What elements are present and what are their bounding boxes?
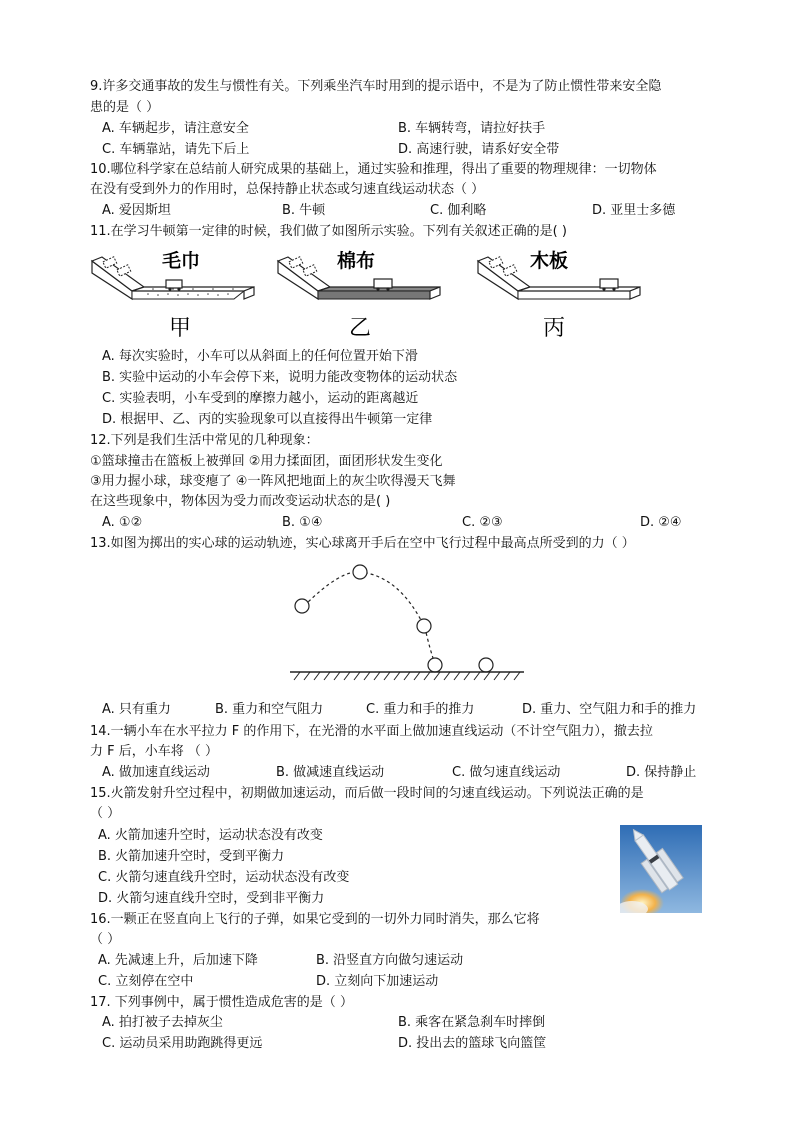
q9-option-d: D. 高速行驶，请系好安全带 — [398, 142, 560, 157]
q10-stem-line1: 10.哪位科学家在总结前人研究成果的基础上，通过实验和推理，得出了重要的物理规律：一切物体 — [90, 162, 657, 177]
q12-option-c: C. ②③ — [462, 515, 503, 530]
q13-option-c: C. 重力和手的推力 — [366, 702, 475, 717]
q12-stem-line1: 12.下列是我们生活中常见的几种现象： — [90, 433, 319, 448]
q13-stem: 13.如图为掷出的实心球的运动轨迹，实心球离开手后在空中飞行过程中最高点所受到的力（ ） — [90, 536, 635, 551]
q12-option-a: A. ①② — [102, 515, 143, 530]
q10-option-a: A. 爱因斯坦 — [102, 203, 171, 218]
q14-option-c: C. 做匀速直线运动 — [452, 765, 561, 780]
q17-option-b: B. 乘客在紧急刹车时摔倒 — [398, 1015, 546, 1030]
surface-label-towel: 毛巾 — [161, 250, 201, 272]
q15-option-d: D. 火箭匀速直线升空时，受到非平衡力 — [98, 891, 325, 906]
q17-option-d: D. 投出去的篮球飞向篮筐 — [398, 1036, 547, 1051]
q16-option-c: C. 立刻停在空中 — [98, 974, 194, 989]
ball-highest-point — [353, 565, 367, 579]
q9-option-b: B. 车辆转弯，请拉好扶手 — [398, 121, 546, 136]
q9-stem-line2: 患的是（ ） — [90, 100, 160, 115]
q10-option-d: D. 亚里士多德 — [592, 203, 676, 218]
q14-option-b: B. 做减速直线运动 — [276, 765, 385, 780]
q13-option-b: B. 重力和空气阻力 — [215, 702, 324, 717]
panel-label-yi: 乙 — [348, 316, 372, 341]
q11-option-a: A. 每次实验时，小车可以从斜面上的任何位置开始下滑 — [102, 349, 418, 364]
q15-stem-line1: 15.火箭发射升空过程中，初期做加速运动，而后做一段时间的匀速直线运动。下列说法正确的是 — [90, 786, 644, 801]
q14-option-d: D. 保持静止 — [626, 765, 697, 780]
q15-option-b: B. 火箭加速升空时，受到平衡力 — [98, 849, 285, 864]
surface-label-cotton: 棉布 — [336, 250, 376, 272]
q16-option-a: A. 先减速上升，后加速下降 — [98, 953, 258, 968]
surface-label-wood: 木板 — [529, 250, 569, 272]
q14-option-a: A. 做加速直线运动 — [102, 765, 210, 780]
q12-stem-line3: ③用力握小球，球变瘪了 ④一阵风把地面上的灰尘吹得漫天飞舞 — [90, 474, 456, 489]
q9-option-a: A. 车辆起步，请注意安全 — [102, 121, 249, 136]
rocket-launch-photo — [620, 825, 702, 913]
ground-hatching — [294, 672, 520, 680]
ball-release — [295, 599, 309, 613]
q17-stem: 17. 下列事例中，属于惯性造成危害的是（ ） — [90, 995, 353, 1010]
q11-stem: 11.在学习牛顿第一定律的时候，我们做了如图所示实验。下列有关叙述正确的是( ) — [90, 224, 567, 239]
wood-board-setup — [478, 249, 640, 341]
q10-option-b: B. 牛顿 — [282, 203, 326, 218]
cotton-setup — [278, 249, 440, 341]
q15-option-a: A. 火箭加速升空时，运动状态没有改变 — [98, 828, 323, 843]
q16-stem-line1: 16.一颗正在竖直向上飞行的子弹，如果它受到的一切外力同时消失，那么它将 — [90, 912, 540, 927]
q11-option-c: C. 实验表明，小车受到的摩擦力越小，运动的距离越近 — [102, 391, 419, 406]
q14-stem-line2: 力 F 后，小车将 （ ） — [90, 744, 219, 759]
q9-option-c: C. 车辆靠站，请先下后上 — [102, 142, 250, 157]
q17-option-a: A. 拍打被子去掉灰尘 — [102, 1015, 223, 1030]
q15-stem-line2: （ ） — [90, 806, 121, 821]
q10-option-c: C. 伽利略 — [430, 203, 487, 218]
panel-label-bing: 丙 — [542, 316, 566, 341]
towel-setup — [92, 249, 254, 341]
q10-stem-line2: 在没有受到外力的作用时，总保持静止状态或匀速直线运动状态（ ） — [90, 182, 485, 197]
q12-stem-line4: 在这些现象中，物体因为受力而改变运动状态的是( ) — [90, 494, 391, 509]
panel-label-jia: 甲 — [168, 316, 192, 341]
ball-landing — [428, 658, 442, 672]
q12-option-b: B. ①④ — [282, 515, 323, 530]
q13-option-d: D. 重力、空气阻力和手的推力 — [522, 702, 697, 717]
q11-option-b: B. 实验中运动的小车会停下来，说明力能改变物体的运动状态 — [102, 370, 458, 385]
q11-option-d: D. 根据甲、乙、丙的实验现象可以直接得出牛顿第一定律 — [102, 412, 433, 427]
q12-option-d: D. ②④ — [640, 515, 682, 530]
q16-stem-line2: （ ） — [90, 932, 121, 947]
q13-option-a: A. 只有重力 — [102, 702, 171, 717]
q13-trajectory-figure — [290, 560, 530, 690]
q11-experiment-figure — [88, 243, 648, 343]
q12-stem-line2: ①篮球撞击在篮板上被弹回 ②用力揉面团，面团形状发生变化 — [90, 454, 443, 469]
q9-stem-line1: 9.许多交通事故的发生与惯性有关。下列乘坐汽车时用到的提示语中，不是为了防止惯性带来安全隐 — [90, 79, 662, 94]
q15-option-c: C. 火箭匀速直线升空时，运动状态没有改变 — [98, 870, 350, 885]
q16-option-b: B. 沿竖直方向做匀速运动 — [316, 953, 464, 968]
ball-rolling — [479, 658, 493, 672]
q17-option-c: C. 运动员采用助跑跳得更远 — [102, 1036, 263, 1051]
q16-option-d: D. 立刻向下加速运动 — [316, 974, 439, 989]
q14-stem-line1: 14.一辆小车在水平拉力 F 的作用下，在光滑的水平面上做加速直线运动（不计空气阻力），撤去拉 — [90, 724, 653, 739]
ball-descending — [417, 619, 431, 633]
